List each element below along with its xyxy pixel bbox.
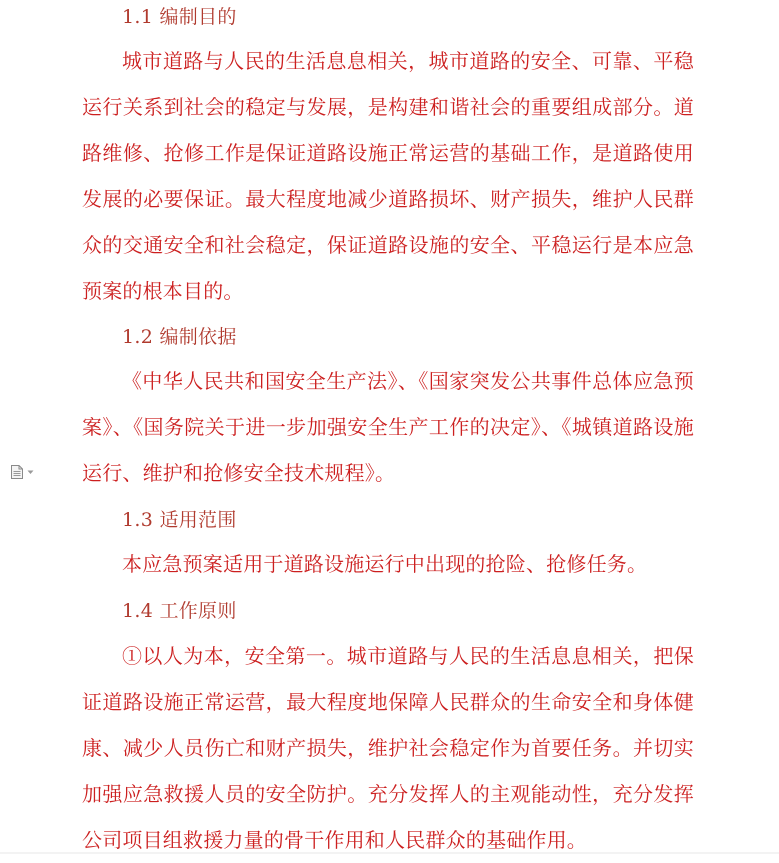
chevron-down-icon — [27, 470, 34, 475]
page-glyph-icon — [10, 464, 24, 480]
document-icon[interactable] — [10, 464, 38, 480]
section-body-1-2: 《中华人民共和国安全生产法》、《国家突发公共事件总体应急预案》、《国务院关于进一步加强安全生产工作的决定》、《城镇道路设施运行、维护和抢修安全技术规程》。 — [82, 369, 694, 485]
section-heading-1-3: 1.3 适用范围 — [122, 509, 237, 531]
section-body-1-3: 本应急预案适用于道路设施运行中出现的抢险、抢修任务。 — [122, 552, 648, 576]
section-heading-1-2: 1.2 编制依据 — [122, 326, 237, 348]
section-body-1-1: 城市道路与人民的生活息息相关，城市道路的安全、可靠、平稳运行关系到社会的稳定与发展，是构建和谐社会的重要组成部分。道路维修、抢修工作是保证道路设施正常运营的基础工作，是道路使用发展的必要保证。最大程度地减少道路损坏、财产损失，维护人民群众的交通安全和社会稳定，保证道路设施的安全、平稳运行是本应急预案的根本目的。 — [82, 49, 694, 303]
section-heading-1-4: 1.4 工作原则 — [122, 600, 237, 622]
section-heading-1-1: 1.1 编制目的 — [122, 6, 237, 28]
section-body-1-4: ①以人为本，安全第一。城市道路与人民的生活息息相关，把保证道路设施正常运营，最大程度地保障人民群众的生命安全和身体健康、减少人员伤亡和财产损失，维护社会稳定作为首要任务。并切实加强应急救援人员的安全防护。充分发挥人的主观能动性，充分发挥公司项目组救援力量的骨干作用和人民群众的基础作用。 — [82, 644, 694, 852]
